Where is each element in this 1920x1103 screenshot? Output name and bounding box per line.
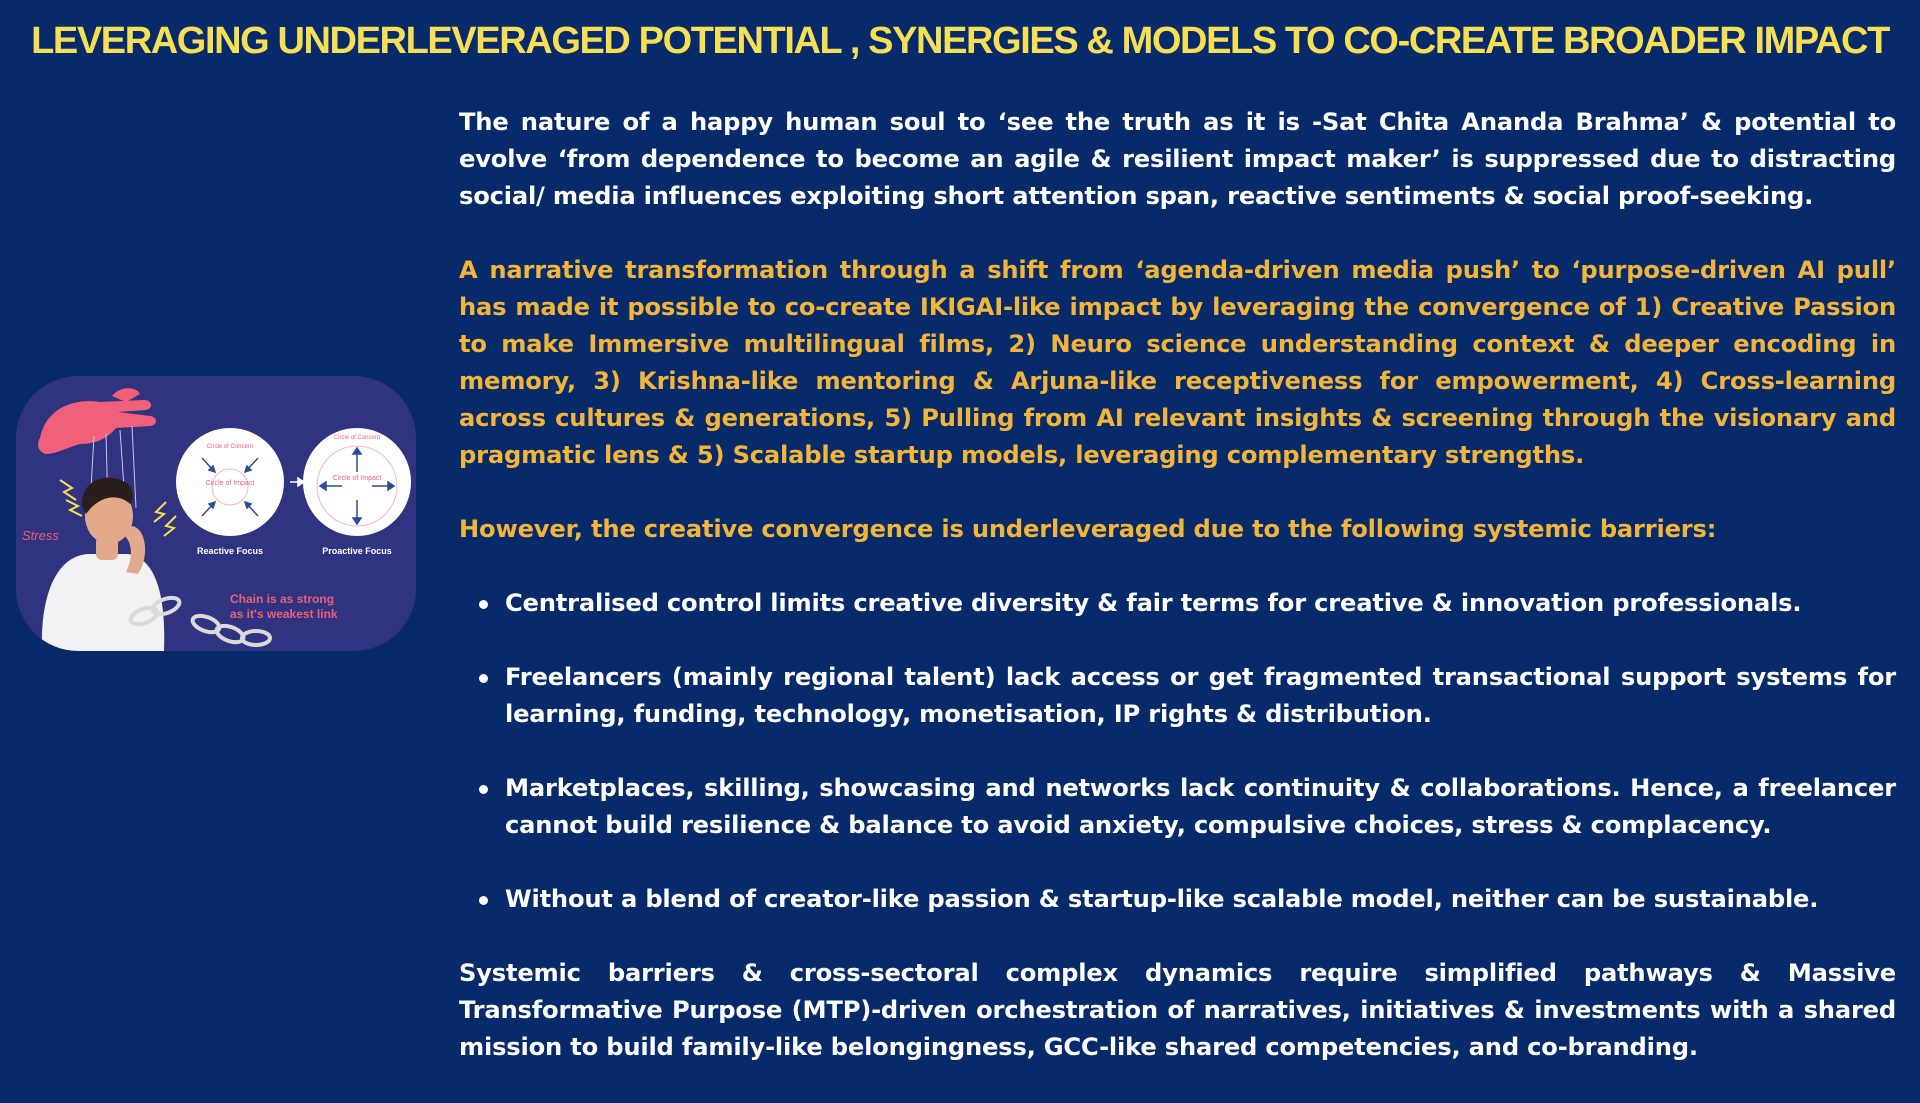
list-item: Centralised control limits creative diversity & fair terms for creative & innovation professionals.	[459, 585, 1896, 622]
reactive-focus-label: Reactive Focus	[196, 546, 264, 556]
chain-label-line1: Chain is as strong	[230, 592, 335, 606]
stress-label: Stress	[22, 528, 59, 543]
stressed-man-icon	[42, 478, 164, 651]
reactive-focus-diagram	[176, 428, 284, 556]
transformation-paragraph: A narrative transformation through a shift from ‘agenda-driven media push’ to ‘purpose-driven AI pull’ has made it possible to co-create IKIGAI-like impact by leveraging the convergence of 1) Creative Passion to make Immersive multilingual films, 2) Neuro science understanding context & deeper encoding in memory, 3) Krishna-like mentoring & Arjuna-like receptiveness for empowerment, 4) Cross-learning across cultures & generations, 5) Pulling from AI relevant insights & screening through the visionary and pragmatic lens & 5) Scalable startup models, leveraging complementary strengths.	[459, 256, 1896, 469]
circle-of-concern-label: Circle of Concern	[206, 444, 254, 450]
proactive-focus-diagram	[303, 428, 411, 556]
chain-label-line2: as it's weakest link	[230, 607, 338, 621]
main-content	[459, 104, 1896, 1103]
circle-of-impact-label: Circle of Impact	[205, 480, 255, 487]
barriers-list	[459, 585, 1896, 918]
intro-paragraph: The nature of a happy human soul to ‘see the truth as it is -Sat Chita Ananda Brahma’ & potential to evolve ‘from dependence to become an agile & resilient impact maker’ is suppressed due to distracting social/ media influences exploiting short attention span, reactive sentiments & social proof-seeking.	[459, 108, 1896, 210]
list-item: Freelancers (mainly regional talent) lack access or get fragmented transactional support systems for learning, funding, technology, monetisation, IP rights & distribution.	[459, 659, 1896, 733]
barriers-intro: However, the creative convergence is underleveraged due to the following systemic barriers:	[459, 515, 1717, 543]
conclusion-paragraph: Systemic barriers & cross-sectoral complex dynamics require simplified pathways & Massive Transformative Purpose (MTP)-driven orchestration of narratives, initiatives & investments with a shared mission to build family-like belongingness, GCC-like shared competencies, and co-branding.	[459, 959, 1896, 1061]
puppeteer-hand-icon	[38, 388, 156, 454]
circle-of-impact-label-2: Circle of Impact	[332, 475, 382, 482]
list-item: Without a blend of creator-like passion & startup-like scalable model, neither can be sustainable.	[459, 881, 1896, 918]
circle-of-concern-label-2: Circle of Concern	[333, 435, 381, 441]
arrow-right-icon	[290, 478, 304, 486]
stress-illustration	[16, 376, 416, 651]
illustration-canvas	[16, 376, 416, 651]
list-item: Marketplaces, skilling, showcasing and networks lack continuity & collaborations. Hence, a freelancer cannot build resilience & balance to avoid anxiety, compulsive choices, stress & complacency.	[459, 770, 1896, 844]
proactive-focus-label: Proactive Focus	[322, 546, 392, 556]
page-title: LEVERAGING UNDERLEVERAGED POTENTIAL , SYNERGIES & MODELS TO CO-CREATE BROADER IMPACT	[31, 20, 1889, 62]
